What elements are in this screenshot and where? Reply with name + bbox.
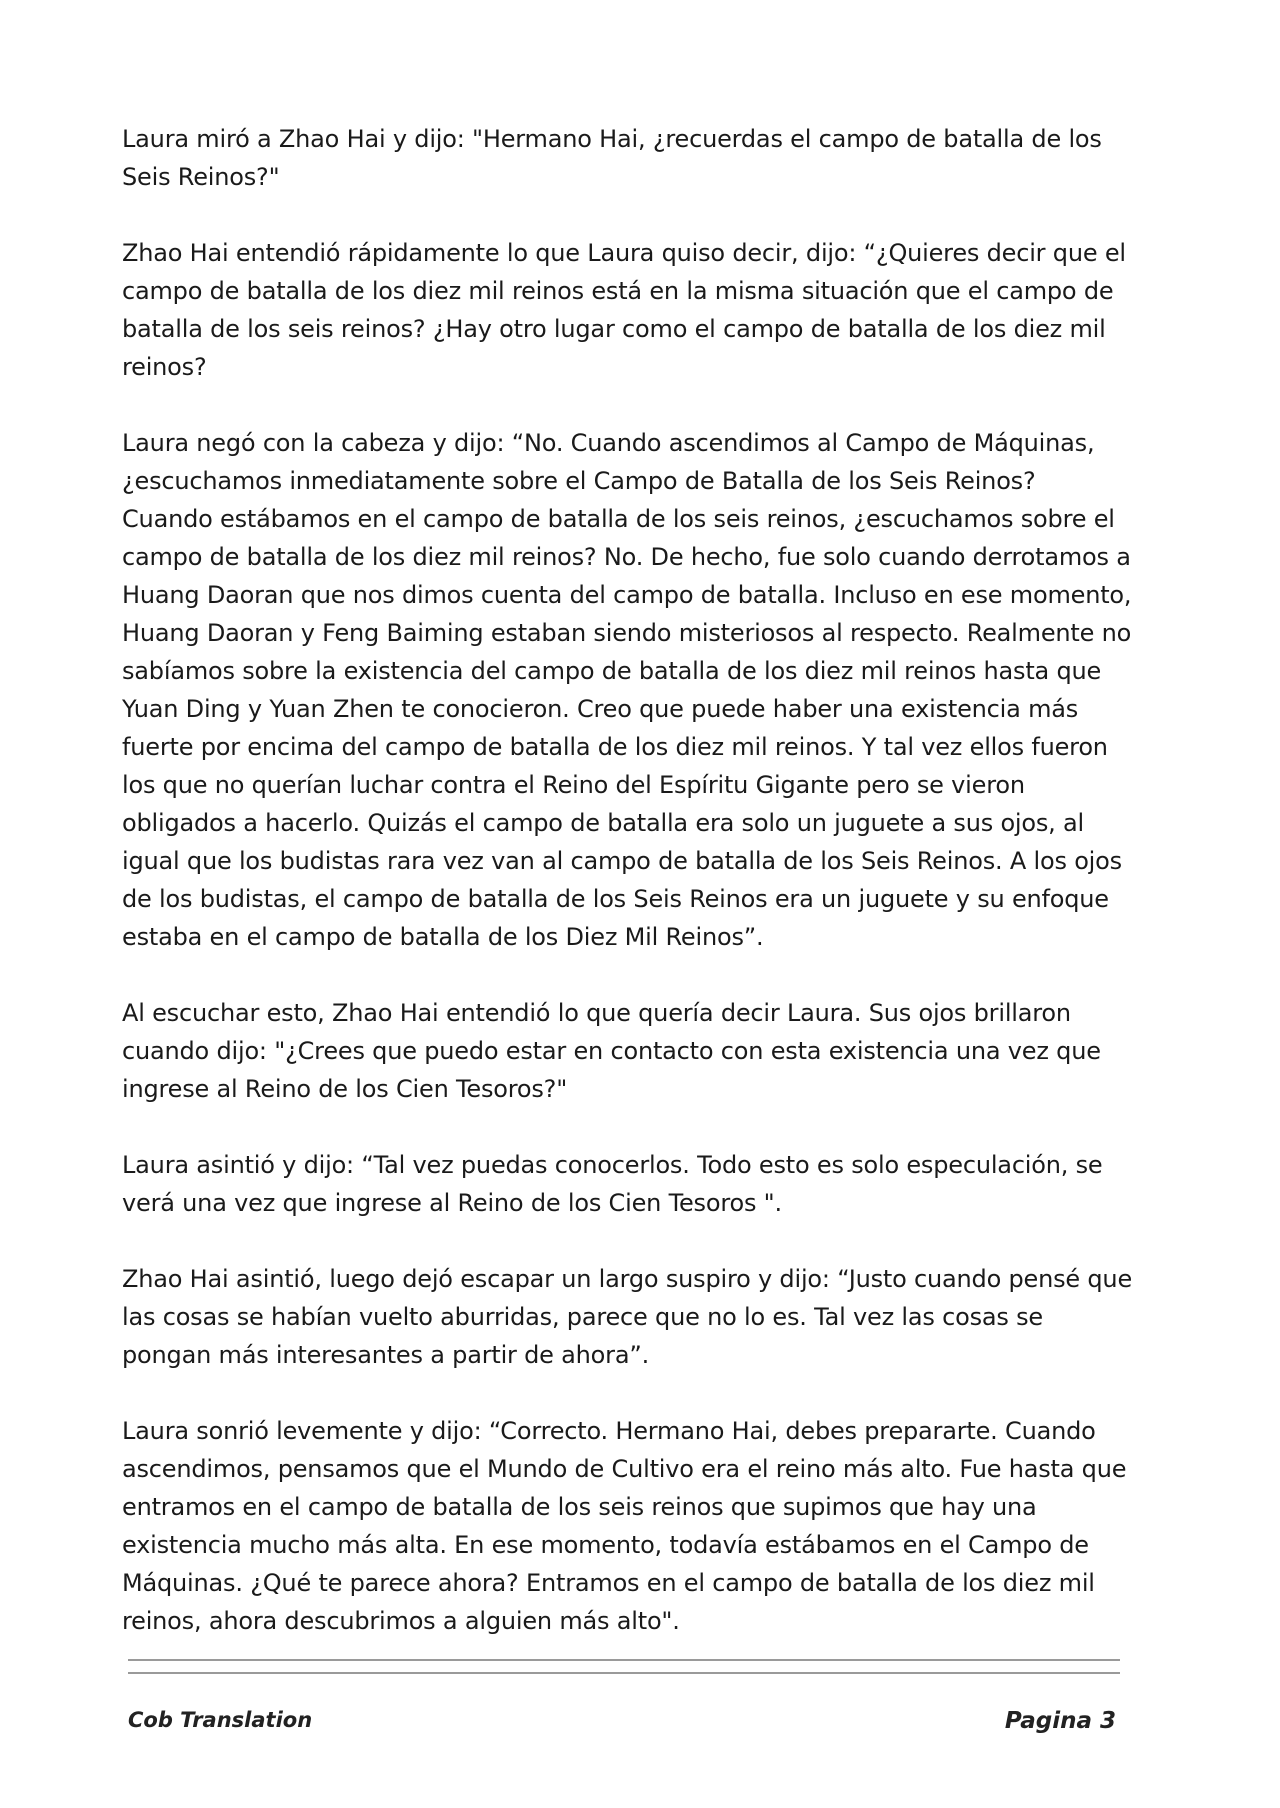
footer-translator-credit: Cob Translation [128,1708,313,1732]
paragraph: Laura negó con la cabeza y dijo: “No. Cuando ascendimos al Campo de Máquinas, ¿escuchamos inmediatamente sobre el Campo de Batalla de los Seis Reinos? Cuando estábamos en el campo de batalla de los seis reinos, ¿escuchamos sobre el campo de batalla de los diez mil reinos? No. De hecho, fue solo cuando derrotamos a Huang Daoran que nos dimos cuenta del campo de batalla. Incluso en ese momento, Huang Daoran y Feng Baiming estaban siendo misteriosos al respecto. Realmente no sabíamos sobre la existencia del campo de batalla de los diez mil reinos hasta que Yuan Ding y Yuan Zhen te conocieron. Creo que puede haber una existencia más fuerte por encima del campo de batalla de los diez mil reinos. Y tal vez ellos fueron los que no querían luchar contra el Reino del Espíritu Gigante pero se vieron obligados a hacerlo. Quizás el campo de batalla era solo un juguete a sus ojos, al igual que los budistas rara vez van al campo de batalla de los Seis Reinos. A los ojos de los budistas, el campo de batalla de los Seis Reinos era un juguete y su enfoque estaba en el campo de batalla de los Diez Mil Reinos”. [122,429,1132,951]
paragraph: Al escuchar esto, Zhao Hai entendió lo que quería decir Laura. Sus ojos brillaron cuando dijo: "¿Crees que puedo estar en contacto con esta existencia una vez que ingrese al Reino de los Cien Tesoros?" [122,999,1101,1103]
paragraph: Laura miró a Zhao Hai y dijo: "Hermano Hai, ¿recuerdas el campo de batalla de los Seis Reinos?" [122,125,1102,191]
footer-divider-top [128,1659,1120,1661]
footer-page-number: Pagina 3 [1004,1708,1116,1734]
document-body [122,120,1132,1678]
paragraph: Zhao Hai asintió, luego dejó escapar un largo suspiro y dijo: “Justo cuando pensé que las cosas se habían vuelto aburridas, parece que no lo es. Tal vez las cosas se pongan más interesantes a partir de ahora”. [122,1265,1133,1369]
paragraph: Zhao Hai entendió rápidamente lo que Laura quiso decir, dijo: “¿Quieres decir que el campo de batalla de los diez mil reinos está en la misma situación que el campo de batalla de los seis reinos? ¿Hay otro lugar como el campo de batalla de los diez mil reinos? [122,239,1126,381]
paragraph: Laura asintió y dijo: “Tal vez puedas conocerlos. Todo esto es solo especulación, se verá una vez que ingrese al Reino de los Cien Tesoros ". [122,1151,1103,1217]
paragraph: Laura sonrió levemente y dijo: “Correcto. Hermano Hai, debes prepararte. Cuando ascendimos, pensamos que el Mundo de Cultivo era el reino más alto. Fue hasta que entramos en el campo de batalla de los seis reinos que supimos que hay una existencia mucho más alta. En ese momento, todavía estábamos en el Campo de Máquinas. ¿Qué te parece ahora? Entramos en el campo de batalla de los diez mil reinos, ahora descubrimos a alguien más alto". [122,1417,1127,1635]
footer-divider-bottom [128,1672,1120,1674]
